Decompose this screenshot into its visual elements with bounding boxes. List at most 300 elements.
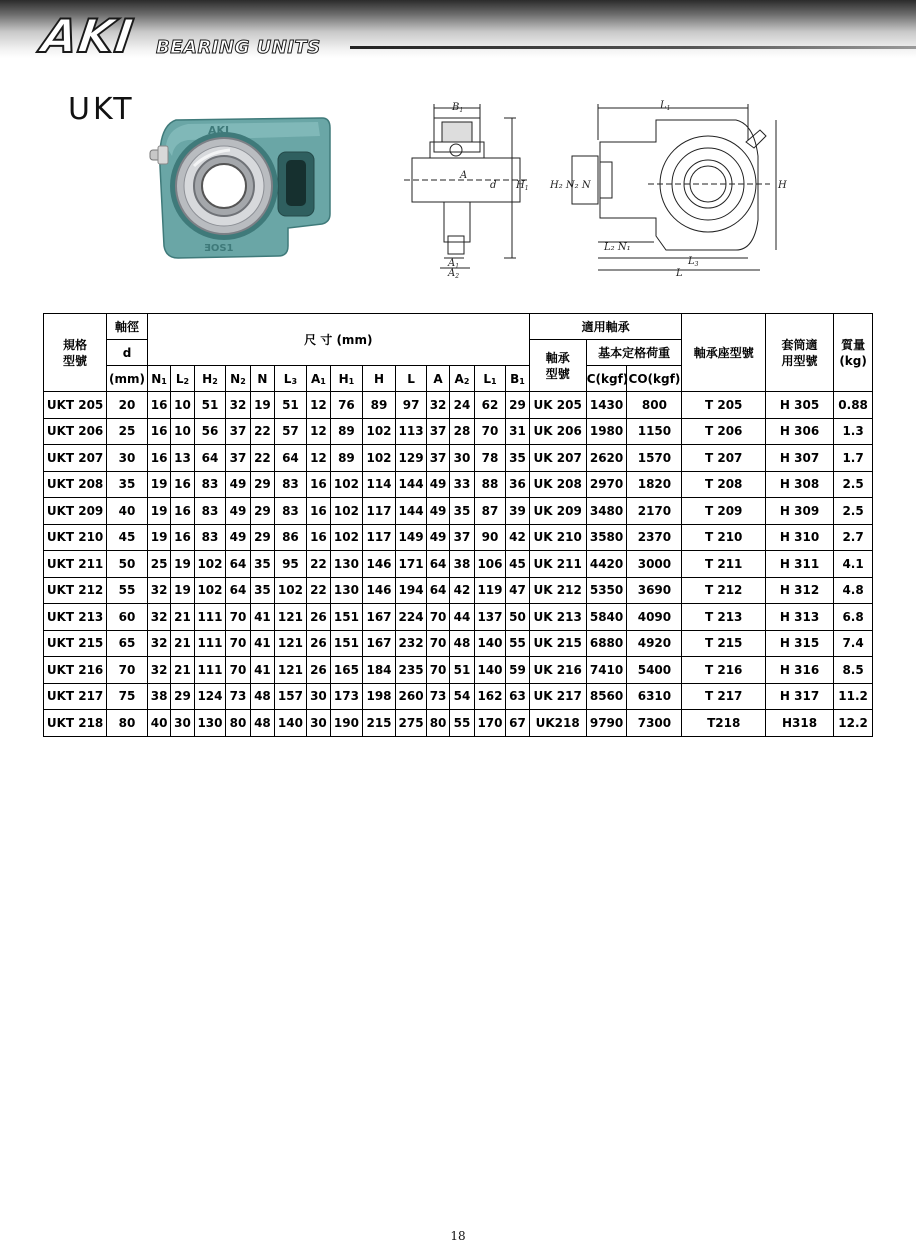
table-cell: 49 — [426, 471, 449, 498]
table-row — [44, 445, 873, 472]
table-cell: 16 — [171, 524, 194, 551]
table-cell: UKT 218 — [44, 710, 107, 737]
table-cell: 44 — [450, 604, 474, 631]
table-cell: UK 212 — [529, 577, 586, 604]
table-cell: 16 — [306, 498, 330, 525]
table-cell: T 207 — [682, 445, 766, 472]
table-cell: H 317 — [765, 683, 833, 710]
table-cell: 90 — [474, 524, 506, 551]
brand-subtitle: BEARING UNITS — [156, 37, 321, 58]
table-cell: 49 — [426, 498, 449, 525]
svg-text:L₂ N₁: L₂ N₁ — [604, 242, 631, 253]
table-cell: 2620 — [586, 445, 627, 472]
table-cell: 19 — [147, 498, 170, 525]
dim-header-l2: L2 — [171, 366, 194, 392]
table-cell: 130 — [331, 551, 363, 578]
svg-text:L3: $L_3$ — [688, 256, 699, 268]
table-cell: 10 — [171, 392, 194, 419]
table-cell: 7410 — [586, 657, 627, 684]
table-cell: 167 — [362, 630, 396, 657]
svg-text:d: d — [490, 180, 497, 191]
casting-bottom-text: ƎOS1 — [204, 243, 234, 254]
table-cell: 22 — [250, 445, 274, 472]
table-cell: 2.5 — [834, 498, 873, 525]
table-cell: UKT 207 — [44, 445, 107, 472]
table-cell: 9790 — [586, 710, 627, 737]
table-cell: T 216 — [682, 657, 766, 684]
table-cell: 26 — [306, 630, 330, 657]
table-cell: 48 — [250, 710, 274, 737]
spec-table-body — [44, 392, 873, 737]
table-cell: 29 — [250, 471, 274, 498]
table-cell: 64 — [426, 551, 449, 578]
svg-text:L: L — [676, 268, 683, 279]
table-cell: UK 207 — [529, 445, 586, 472]
table-cell: 83 — [194, 471, 226, 498]
table-cell: 64 — [194, 445, 226, 472]
table-cell: 41 — [250, 604, 274, 631]
table-cell: 129 — [396, 445, 427, 472]
dim-header-h2: H2 — [194, 366, 226, 392]
table-cell: 37 — [226, 445, 250, 472]
table-cell: 37 — [226, 418, 250, 445]
table-cell: 2.5 — [834, 471, 873, 498]
table-cell: 6880 — [586, 630, 627, 657]
table-cell: 111 — [194, 604, 226, 631]
table-cell: 26 — [306, 657, 330, 684]
table-cell: 151 — [331, 604, 363, 631]
table-cell: H318 — [765, 710, 833, 737]
table-cell: UKT 217 — [44, 683, 107, 710]
sleeve-header: 套筒適 用型號 — [765, 314, 833, 392]
table-cell: 36 — [506, 471, 529, 498]
table-cell: T 217 — [682, 683, 766, 710]
table-cell: H 310 — [765, 524, 833, 551]
table-cell: 106 — [474, 551, 506, 578]
table-cell: 2170 — [627, 498, 682, 525]
table-cell: 130 — [331, 577, 363, 604]
table-cell: 3000 — [627, 551, 682, 578]
table-cell: UKT 206 — [44, 418, 107, 445]
table-row — [44, 604, 873, 631]
table-cell: UK218 — [529, 710, 586, 737]
table-cell: 140 — [275, 710, 307, 737]
table-cell: 12 — [306, 392, 330, 419]
table-cell: H 312 — [765, 577, 833, 604]
table-cell: 19 — [147, 471, 170, 498]
table-cell: 16 — [306, 471, 330, 498]
dim-header-n: N — [250, 366, 274, 392]
table-cell: 70 — [226, 657, 250, 684]
table-cell: UK 211 — [529, 551, 586, 578]
table-cell: 16 — [147, 445, 170, 472]
table-cell: 102 — [194, 577, 226, 604]
table-cell: 21 — [171, 630, 194, 657]
table-cell: 21 — [171, 657, 194, 684]
table-cell: UK 210 — [529, 524, 586, 551]
table-cell: 54 — [450, 683, 474, 710]
table-cell: 5840 — [586, 604, 627, 631]
table-cell: UK 215 — [529, 630, 586, 657]
mass-header: 質量 (kg) — [834, 314, 873, 392]
dim-header-l: L — [396, 366, 427, 392]
table-cell: 25 — [147, 551, 170, 578]
table-cell: 173 — [331, 683, 363, 710]
table-cell: T 215 — [682, 630, 766, 657]
table-cell: 16 — [171, 471, 194, 498]
table-cell: 41 — [250, 630, 274, 657]
table-cell: T218 — [682, 710, 766, 737]
table-cell: 275 — [396, 710, 427, 737]
table-cell: 29 — [171, 683, 194, 710]
table-cell: UKT 205 — [44, 392, 107, 419]
table-cell: 83 — [275, 471, 307, 498]
table-cell: 38 — [450, 551, 474, 578]
table-cell: 232 — [396, 630, 427, 657]
table-cell: 167 — [362, 604, 396, 631]
svg-text:H: H — [778, 180, 787, 191]
svg-text:H₂ N₂ N: H₂ N₂ N — [550, 180, 591, 191]
table-cell: H 309 — [765, 498, 833, 525]
table-cell: 117 — [362, 498, 396, 525]
table-cell: 5400 — [627, 657, 682, 684]
table-cell: 16 — [147, 392, 170, 419]
table-cell: 50 — [107, 551, 148, 578]
dim-header-n2: N2 — [226, 366, 250, 392]
table-cell: 8.5 — [834, 657, 873, 684]
table-cell: 157 — [275, 683, 307, 710]
table-cell: 32 — [147, 657, 170, 684]
table-cell: 73 — [226, 683, 250, 710]
table-cell: 78 — [474, 445, 506, 472]
table-cell: 37 — [426, 445, 449, 472]
co-kgf-header: CO(kgf) — [627, 366, 682, 392]
table-cell: 64 — [226, 551, 250, 578]
table-cell: 70 — [226, 604, 250, 631]
table-cell: 60 — [107, 604, 148, 631]
table-cell: 64 — [275, 445, 307, 472]
table-cell: 64 — [426, 577, 449, 604]
table-cell: 19 — [171, 551, 194, 578]
table-cell: 38 — [147, 683, 170, 710]
table-cell: 70 — [426, 630, 449, 657]
table-cell: 55 — [506, 630, 529, 657]
table-cell: UKT 212 — [44, 577, 107, 604]
table-cell: 102 — [331, 524, 363, 551]
front-view-drawing — [548, 100, 788, 279]
page-number: 18 — [450, 1229, 466, 1243]
table-cell: 80 — [107, 710, 148, 737]
table-cell: 30 — [450, 445, 474, 472]
table-cell: 162 — [474, 683, 506, 710]
table-cell: UK 217 — [529, 683, 586, 710]
table-cell: 3580 — [586, 524, 627, 551]
table-cell: 4920 — [627, 630, 682, 657]
table-cell: 51 — [275, 392, 307, 419]
table-cell: 130 — [194, 710, 226, 737]
table-row — [44, 418, 873, 445]
table-cell: 83 — [275, 498, 307, 525]
table-cell: 83 — [194, 498, 226, 525]
shaft-symbol: d — [107, 340, 148, 366]
table-row — [44, 630, 873, 657]
table-row — [44, 577, 873, 604]
table-cell: 151 — [331, 630, 363, 657]
table-cell: 97 — [396, 392, 427, 419]
table-cell: T 205 — [682, 392, 766, 419]
table-cell: T 212 — [682, 577, 766, 604]
table-cell: 22 — [306, 577, 330, 604]
table-cell: 117 — [362, 524, 396, 551]
table-cell: 55 — [107, 577, 148, 604]
table-cell: 29 — [250, 524, 274, 551]
table-cell: UKT 213 — [44, 604, 107, 631]
table-cell: 102 — [331, 498, 363, 525]
table-cell: 70 — [474, 418, 506, 445]
table-cell: 28 — [450, 418, 474, 445]
spec-table — [43, 313, 873, 737]
svg-text:H1: $H_1$ — [516, 180, 529, 192]
table-cell: 11.2 — [834, 683, 873, 710]
dim-header-l1: L1 — [474, 366, 506, 392]
table-cell: 1.3 — [834, 418, 873, 445]
table-cell: 70 — [107, 657, 148, 684]
table-cell: 29 — [506, 392, 529, 419]
table-cell: 194 — [396, 577, 427, 604]
table-cell: 31 — [506, 418, 529, 445]
table-cell: 146 — [362, 577, 396, 604]
svg-text:L1: $L_1$ — [660, 100, 671, 112]
table-cell: 25 — [107, 418, 148, 445]
table-cell: 48 — [450, 630, 474, 657]
table-cell: H 313 — [765, 604, 833, 631]
table-cell: 70 — [226, 630, 250, 657]
table-row — [44, 392, 873, 419]
table-cell: 88 — [474, 471, 506, 498]
table-cell: 16 — [147, 418, 170, 445]
table-cell: 144 — [396, 471, 427, 498]
table-cell: 260 — [396, 683, 427, 710]
table-cell: 63 — [506, 683, 529, 710]
table-cell: 19 — [147, 524, 170, 551]
table-cell: 114 — [362, 471, 396, 498]
table-cell: 149 — [396, 524, 427, 551]
table-cell: 35 — [450, 498, 474, 525]
table-row — [44, 551, 873, 578]
table-cell: 75 — [107, 683, 148, 710]
table-cell: 4420 — [586, 551, 627, 578]
table-cell: H 308 — [765, 471, 833, 498]
table-cell: 19 — [250, 392, 274, 419]
svg-text:A2: $A_2$ — [448, 268, 460, 280]
table-cell: 32 — [147, 604, 170, 631]
table-cell: 41 — [250, 657, 274, 684]
table-cell: 80 — [226, 710, 250, 737]
table-cell: 198 — [362, 683, 396, 710]
table-cell: 121 — [275, 630, 307, 657]
table-cell: 51 — [194, 392, 226, 419]
table-cell: UK 216 — [529, 657, 586, 684]
dim-header-n1: N1 — [147, 366, 170, 392]
table-cell: T 208 — [682, 471, 766, 498]
table-cell: 3480 — [586, 498, 627, 525]
table-cell: T 206 — [682, 418, 766, 445]
dim-header-a: A — [426, 366, 449, 392]
table-cell: 37 — [450, 524, 474, 551]
table-cell: 57 — [275, 418, 307, 445]
table-cell: 20 — [107, 392, 148, 419]
table-cell: 140 — [474, 657, 506, 684]
table-cell: UKT 216 — [44, 657, 107, 684]
table-cell: 124 — [194, 683, 226, 710]
table-cell: 62 — [474, 392, 506, 419]
table-cell: 49 — [226, 471, 250, 498]
table-cell: 1150 — [627, 418, 682, 445]
housing-header: 軸承座型號 — [682, 314, 766, 392]
table-cell: 67 — [506, 710, 529, 737]
table-cell: 12 — [306, 418, 330, 445]
table-row — [44, 710, 873, 737]
table-cell: 40 — [147, 710, 170, 737]
table-cell: 7.4 — [834, 630, 873, 657]
table-cell: 146 — [362, 551, 396, 578]
table-row — [44, 471, 873, 498]
table-cell: T 209 — [682, 498, 766, 525]
table-cell: 171 — [396, 551, 427, 578]
product-photo — [148, 106, 334, 264]
table-cell: 65 — [107, 630, 148, 657]
table-cell: 30 — [171, 710, 194, 737]
dimensions-header: 尺 寸 (mm) — [147, 314, 529, 366]
table-cell: 29 — [250, 498, 274, 525]
table-cell: 87 — [474, 498, 506, 525]
table-cell: 2970 — [586, 471, 627, 498]
table-cell: 30 — [306, 683, 330, 710]
table-cell: 12.2 — [834, 710, 873, 737]
table-cell: 102 — [362, 445, 396, 472]
table-cell: UK 205 — [529, 392, 586, 419]
table-cell: 800 — [627, 392, 682, 419]
table-cell: 111 — [194, 657, 226, 684]
dim-header-h: H — [362, 366, 396, 392]
table-cell: 12 — [306, 445, 330, 472]
col-shaft-header: 軸徑 — [107, 314, 148, 340]
table-cell: 4.1 — [834, 551, 873, 578]
table-cell: 102 — [331, 471, 363, 498]
table-cell: 55 — [450, 710, 474, 737]
table-cell: 22 — [306, 551, 330, 578]
table-cell: T 213 — [682, 604, 766, 631]
table-cell: UKT 210 — [44, 524, 107, 551]
table-cell: 32 — [147, 630, 170, 657]
table-cell: 102 — [275, 577, 307, 604]
table-cell: 83 — [194, 524, 226, 551]
table-cell: 190 — [331, 710, 363, 737]
table-cell: 5350 — [586, 577, 627, 604]
table-cell: 102 — [362, 418, 396, 445]
table-row — [44, 524, 873, 551]
header-band — [0, 0, 916, 63]
table-cell: 1980 — [586, 418, 627, 445]
table-cell: 137 — [474, 604, 506, 631]
c-kgf-header: C(kgf) — [586, 366, 627, 392]
table-cell: 1430 — [586, 392, 627, 419]
table-cell: 224 — [396, 604, 427, 631]
header-rule — [350, 46, 916, 49]
table-cell: T 211 — [682, 551, 766, 578]
table-cell: 121 — [275, 657, 307, 684]
table-cell: 4.8 — [834, 577, 873, 604]
table-cell: 6310 — [627, 683, 682, 710]
dim-header-h1: H1 — [331, 366, 363, 392]
table-cell: 42 — [506, 524, 529, 551]
table-cell: 19 — [171, 577, 194, 604]
table-cell: 102 — [194, 551, 226, 578]
table-row — [44, 683, 873, 710]
table-cell: 24 — [450, 392, 474, 419]
table-cell: 48 — [250, 683, 274, 710]
table-cell: 56 — [194, 418, 226, 445]
table-cell: 21 — [171, 604, 194, 631]
table-cell: H 316 — [765, 657, 833, 684]
table-cell: 70 — [426, 657, 449, 684]
table-row — [44, 657, 873, 684]
table-cell: UKT 209 — [44, 498, 107, 525]
table-cell: 140 — [474, 630, 506, 657]
svg-text:A1: $A_1$ — [448, 258, 460, 270]
table-cell: 33 — [450, 471, 474, 498]
brand-logo: AKI — [38, 9, 138, 63]
table-cell: 49 — [226, 498, 250, 525]
table-cell: H 315 — [765, 630, 833, 657]
load-rating-header: 基本定格荷重 — [586, 340, 682, 366]
table-cell: 113 — [396, 418, 427, 445]
table-cell: 1.7 — [834, 445, 873, 472]
table-cell: 144 — [396, 498, 427, 525]
table-row — [44, 498, 873, 525]
dim-header-l3: L3 — [275, 366, 307, 392]
bearing-model-header: 軸承 型號 — [529, 340, 586, 392]
table-cell: 32 — [147, 577, 170, 604]
dim-header-b1: B1 — [506, 366, 529, 392]
table-cell: 10 — [171, 418, 194, 445]
table-cell: H 306 — [765, 418, 833, 445]
table-cell: 16 — [171, 498, 194, 525]
table-cell: H 307 — [765, 445, 833, 472]
table-cell: 80 — [426, 710, 449, 737]
table-cell: 86 — [275, 524, 307, 551]
table-cell: 47 — [506, 577, 529, 604]
table-cell: 49 — [226, 524, 250, 551]
table-cell: 121 — [275, 604, 307, 631]
table-cell: 22 — [250, 418, 274, 445]
table-cell: 89 — [362, 392, 396, 419]
table-cell: UK 213 — [529, 604, 586, 631]
table-cell: 50 — [506, 604, 529, 631]
model-title: UKT — [68, 92, 135, 127]
table-cell: 35 — [506, 445, 529, 472]
table-cell: 6.8 — [834, 604, 873, 631]
table-cell: 73 — [426, 683, 449, 710]
table-cell: 35 — [250, 551, 274, 578]
shaft-unit: (mm) — [107, 366, 148, 392]
table-cell: 35 — [107, 471, 148, 498]
table-cell: 49 — [426, 524, 449, 551]
table-cell: 1820 — [627, 471, 682, 498]
table-cell: 70 — [426, 604, 449, 631]
table-cell: 13 — [171, 445, 194, 472]
table-cell: 42 — [450, 577, 474, 604]
